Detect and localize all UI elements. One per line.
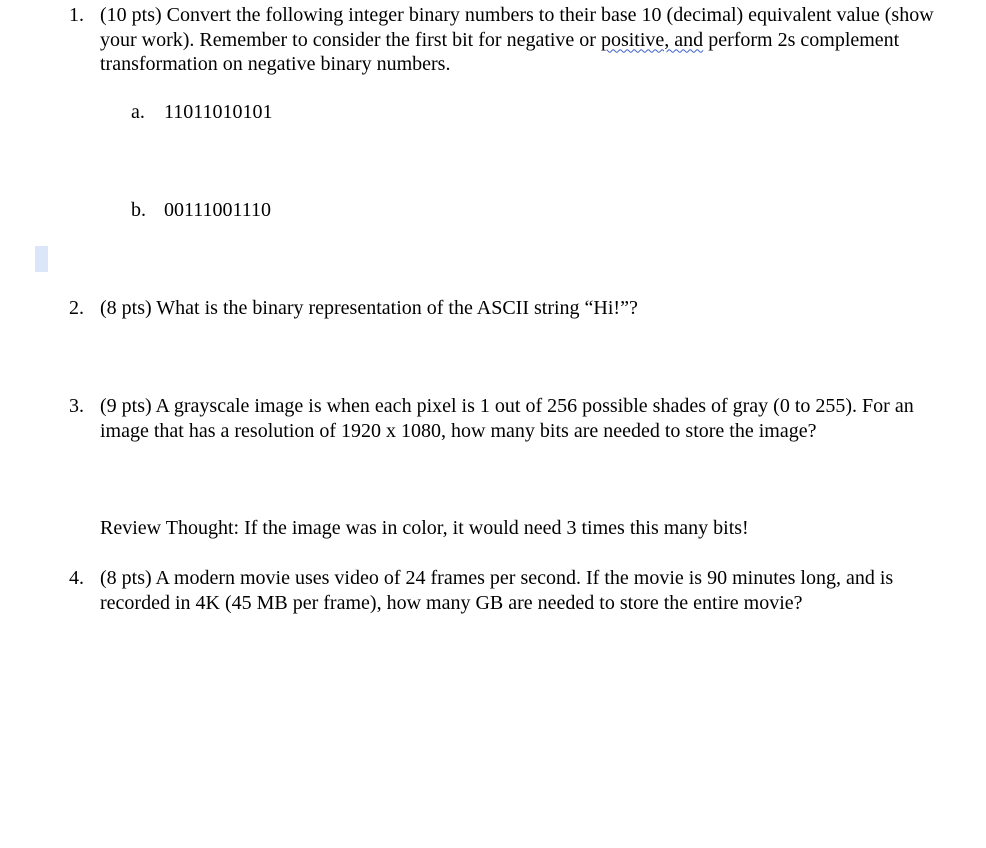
subitem-a: [131, 100, 273, 125]
question-2: [69, 296, 938, 321]
spellcheck-flagged-text[interactable]: positive, and: [600, 28, 704, 51]
question-number: 4.: [69, 567, 84, 589]
subitem-letter: a.: [131, 101, 145, 123]
question-1: [69, 3, 938, 77]
question-3: [69, 394, 938, 443]
subitem-b: [131, 198, 271, 223]
binary-value: 00111001110: [164, 199, 272, 221]
text-cursor-highlight: [35, 246, 48, 272]
review-thought-note: Review Thought: If the image was in color, it would need 3 times this many bits!: [100, 517, 749, 539]
subitem-letter: b.: [131, 199, 146, 221]
question-text: (8 pts) What is the binary representation of the ASCII string “Hi!”?: [100, 297, 638, 319]
binary-value: 11011010101: [164, 101, 273, 123]
question-number: 1.: [69, 4, 84, 26]
question-number: 2.: [69, 297, 84, 319]
question-4: [69, 566, 938, 615]
question-text: (9 pts) A grayscale image is when each pixel is 1 out of 256 possible shades of gray (0 to 255). For an image that has a resolution of 1920 x 1080, how many bits are needed to store the image?: [100, 395, 914, 442]
question-text: (8 pts) A modern movie uses video of 24 frames per second. If the movie is 90 minutes long, and is recorded in 4K (45 MB per frame), how many GB are needed to store the entire movie?: [100, 567, 894, 614]
question-number: 3.: [69, 395, 84, 417]
question-text: (10 pts) Convert the following integer binary numbers to their base 10 (decimal) equivalent value (show your work). Remember to consider the first bit for negative or positive, and perform 2s complement transformation on negative binary numbers.: [100, 4, 934, 75]
